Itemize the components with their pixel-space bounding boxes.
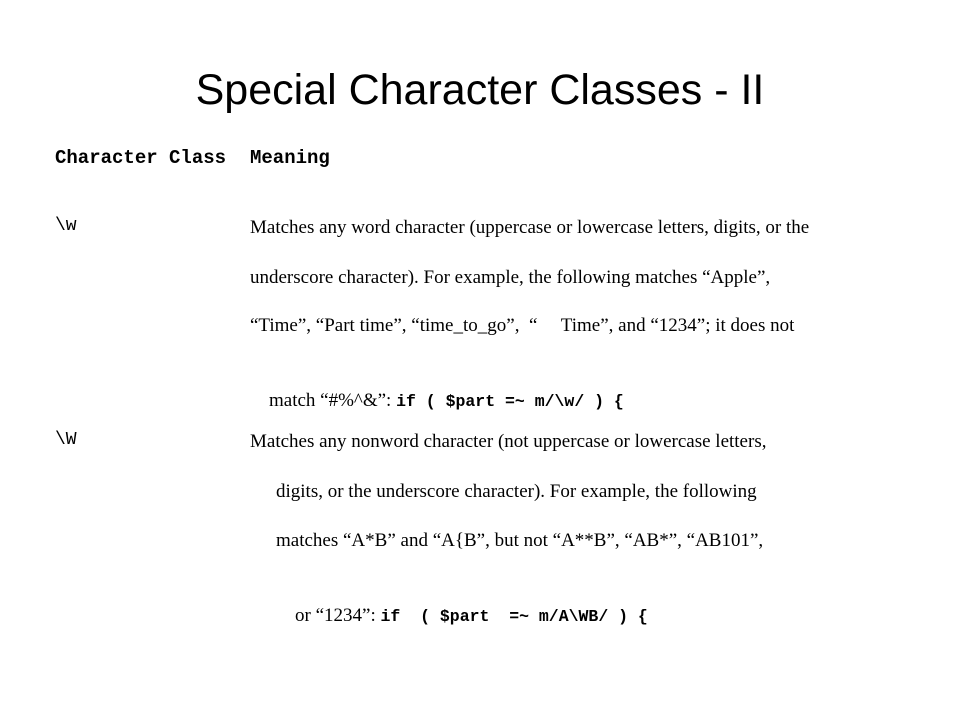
meaning-line: Matches any word character (uppercase or lowercase letters, digits, or the xyxy=(250,217,810,238)
meaning-line-with-code xyxy=(276,577,648,656)
meaning-line: Matches any nonword character (not uppercase or lowercase letters, xyxy=(250,431,767,452)
meaning-line: “Time”, “Part time”, “time_to_go”, “ Time”, and “1234”; it does not xyxy=(250,315,795,336)
code-example: if ( $part =~ m/A\WB/ ) { xyxy=(380,607,648,626)
meaning-line: digits, or the underscore character). For example, the following xyxy=(276,481,757,502)
meaning-line: matches “A*B” and “A{B”, but not “A**B”, “AB*”, “AB101”, xyxy=(276,530,764,551)
slide-title: Special Character Classes - II xyxy=(195,66,765,114)
meaning-text: match “#%^&”: xyxy=(269,390,397,411)
class-code-W: \W xyxy=(55,430,77,450)
class-code-w: \w xyxy=(55,216,77,236)
column-header-meaning: Meaning xyxy=(250,147,330,169)
meaning-text: or “1234”: xyxy=(295,605,381,626)
meaning-line: underscore character). For example, the following matches “Apple”, xyxy=(250,267,771,288)
code-example: if ( $part =~ m/\w/ ) { xyxy=(396,392,624,411)
column-header-character-class: Character Class xyxy=(55,147,227,169)
